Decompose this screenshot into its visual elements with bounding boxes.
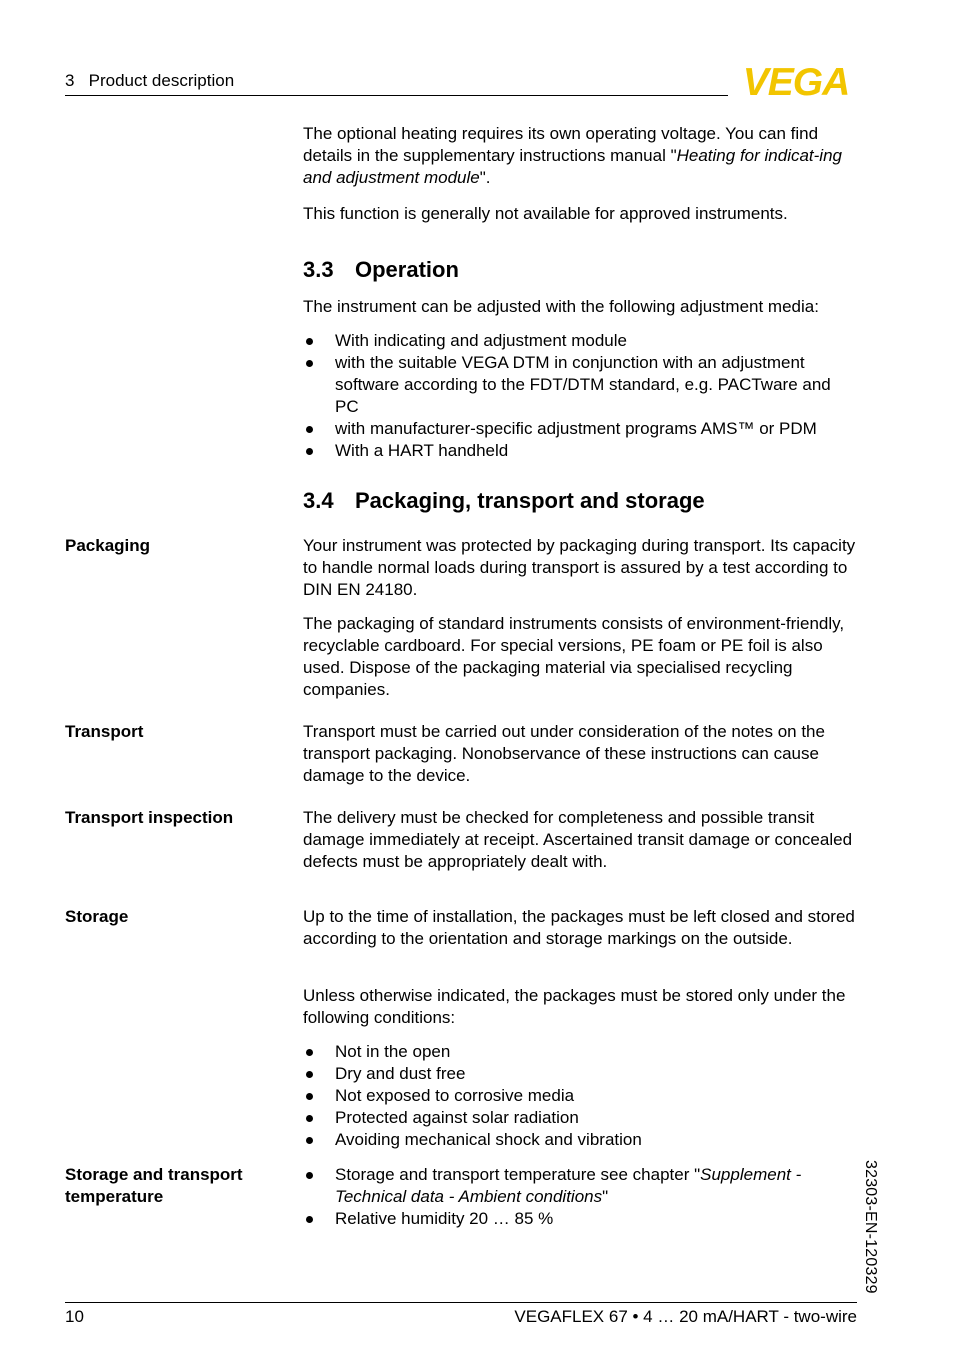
heating-paragraph: The optional heating requires its own operating voltage. You can find details in the supplementary instructions manual "Heating for indicat-ing and adjustment module". [303, 124, 842, 187]
footer-title: VEGAFLEX 67 • 4 … 20 mA/HART - two-wire [514, 1307, 857, 1326]
packaging-paragraph-1: Your instrument was protected by packaging during transport. Its capacity to handle normal loads during transport is assured by a test according to DIN EN 24180. [303, 536, 856, 599]
running-header: 3 Product description [65, 71, 235, 90]
footer-rule [65, 1302, 857, 1303]
list-item: Not exposed to corrosive media [303, 1085, 859, 1107]
side-label-transport: Transport [65, 722, 144, 741]
page-number: 10 [65, 1307, 84, 1326]
list-item: With indicating and adjustment module [303, 330, 859, 352]
packaging-paragraph-2: The packaging of standard instruments consists of environment-friendly, recyclable cardboard. For special versions, PE foam or PE foil is also used. Dispose of the packaging material via specialised recycling companies. [303, 614, 845, 699]
storage-conditions-list [303, 1041, 859, 1151]
document-id: 32303-EN-120329 [862, 1160, 879, 1294]
inspection-paragraph: The delivery must be checked for completeness and possible transit damage immediately at receipt. Ascertained transit damage or concealed defects must be appropriately dealt with. [303, 808, 853, 871]
list-item: Avoiding mechanical shock and vibration [303, 1129, 859, 1151]
side-label-storage-temperature: Storage and transport temperature [65, 1165, 243, 1206]
approval-note: This function is generally not available for approved instruments. [303, 204, 788, 223]
section-heading-operation: 3.3 Operation [303, 257, 459, 282]
temperature-list [303, 1164, 859, 1230]
list-item: Storage and transport temperature see chapter "Supplement - Technical data - Ambient conditions" [303, 1164, 859, 1208]
vega-logo [734, 64, 858, 98]
storage-paragraph-1: Up to the time of installation, the packages must be left closed and stored according to the orientation and storage markings on the outside. [303, 907, 855, 948]
logo-text: VEGA [742, 64, 850, 98]
adjustment-media-list [303, 330, 859, 462]
list-item: Not in the open [303, 1041, 859, 1063]
list-item: Dry and dust free [303, 1063, 859, 1085]
list-item: with manufacturer-specific adjustment programs AMS™ or PDM [303, 418, 859, 440]
storage-paragraph-2: Unless otherwise indicated, the packages must be stored only under the following conditions: [303, 986, 846, 1027]
side-label-storage: Storage [65, 907, 129, 926]
header-rule [65, 95, 728, 96]
transport-paragraph: Transport must be carried out under consideration of the notes on the transport packaging. Nonobservance of these instructions can cause damage to the device. [303, 722, 825, 785]
list-item: With a HART handheld [303, 440, 859, 462]
section-heading-packaging: 3.4 Packaging, transport and storage [303, 488, 705, 513]
list-item: with the suitable VEGA DTM in conjunction with an adjustment software according to the FDT/DTM standard, e.g. PACTware and PC [303, 352, 859, 418]
operation-lead: The instrument can be adjusted with the following adjustment media: [303, 297, 819, 316]
list-item: Relative humidity 20 … 85 % [303, 1208, 859, 1230]
side-label-packaging: Packaging [65, 536, 151, 555]
list-item: Protected against solar radiation [303, 1107, 859, 1129]
side-label-transport-inspection: Transport inspection [65, 808, 234, 827]
